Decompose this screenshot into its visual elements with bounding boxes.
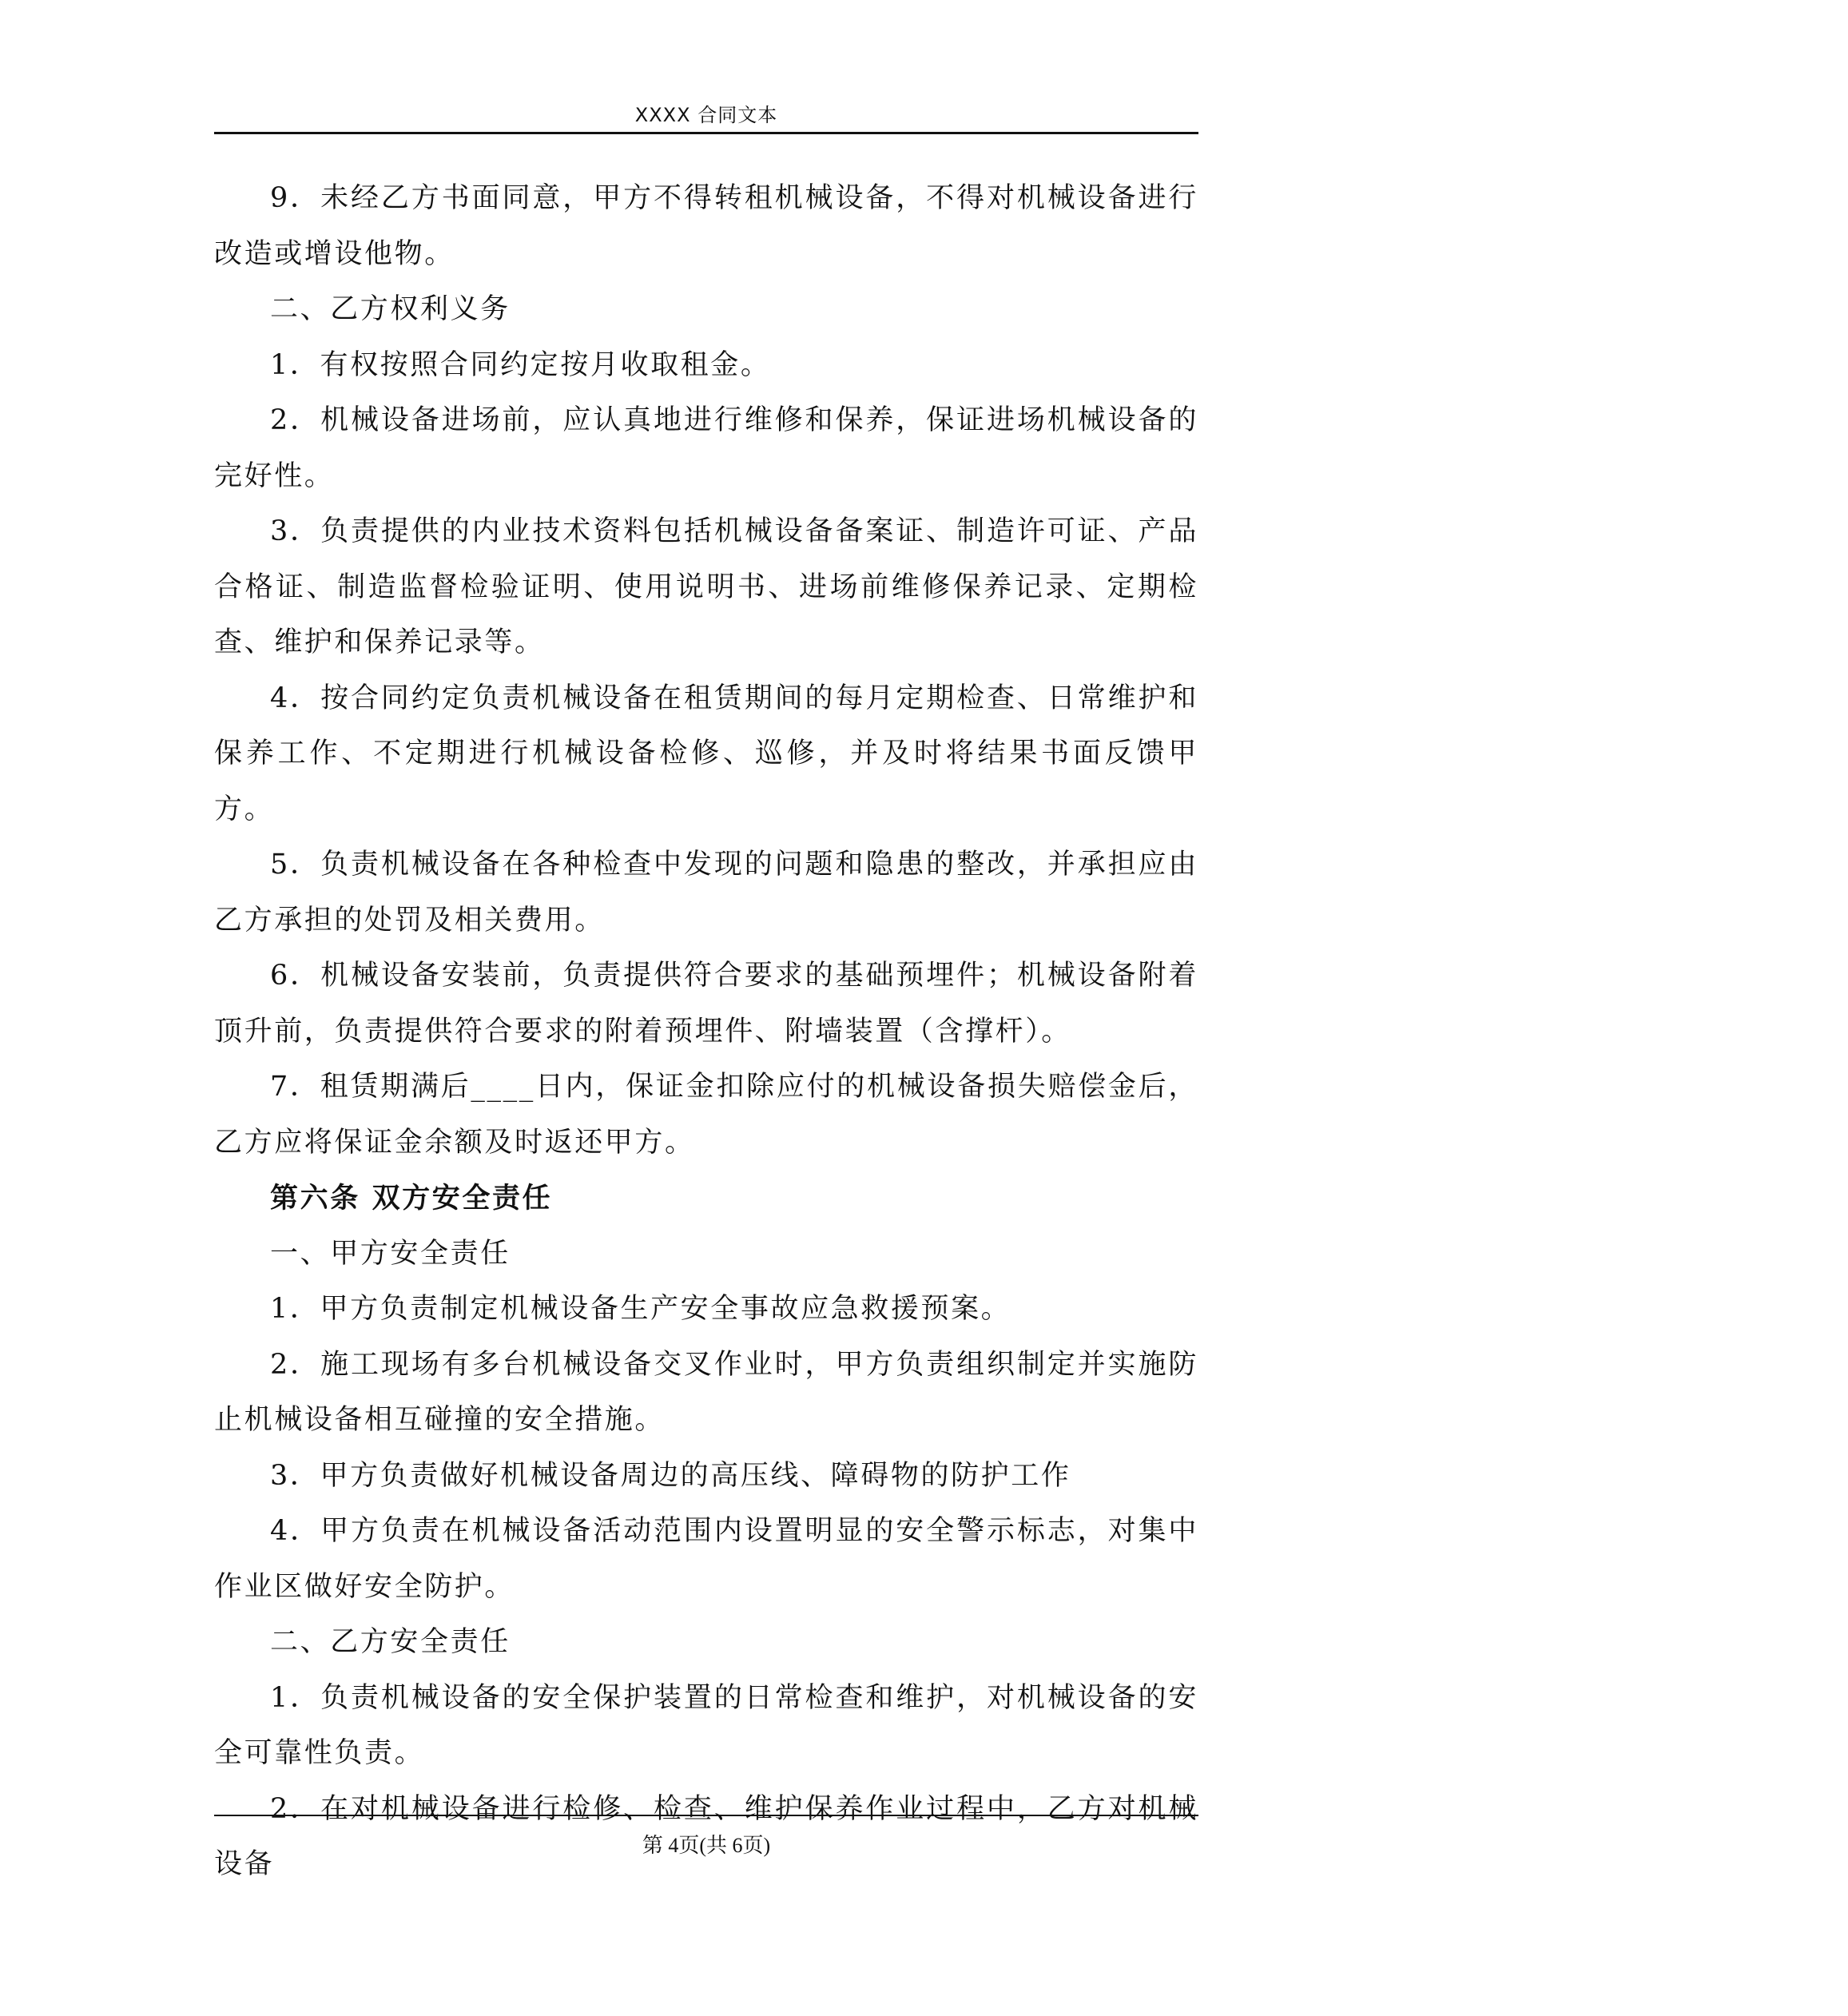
- header-divider: [214, 132, 1198, 134]
- section-heading: 二、乙方权利义务: [270, 293, 511, 325]
- page-number: 第 4页(共 6页): [642, 1834, 771, 1857]
- section-heading: 二、乙方安全责任: [270, 1626, 511, 1658]
- footer-divider: [214, 1815, 1198, 1816]
- paragraph: 2．在对机械设备进行检修、检查、维护保养作业过程中，乙方对机械设备: [214, 1792, 1198, 1880]
- paragraph: 7．租赁期满后____日内，保证金扣除应付的机械设备损失赔偿金后，乙方应将保证金余额及时返还甲方。: [214, 1071, 1198, 1159]
- section-heading: 一、甲方安全责任: [270, 1237, 511, 1270]
- header-title: XXXX 合同文本: [634, 104, 778, 126]
- paragraph: 3．负责提供的内业技术资料包括机械设备备案证、制造许可证、产品合格证、制造监督检验证明、使用说明书、进场前维修保养记录、定期检查、维护和保养记录等。: [214, 515, 1198, 658]
- paragraph: 9．未经乙方书面同意，甲方不得转租机械设备，不得对机械设备进行改造或增设他物。: [214, 182, 1198, 270]
- article-heading: 第六条 双方安全责任: [270, 1182, 553, 1215]
- paragraph: 5．负责机械设备在各种检查中发现的问题和隐患的整改，并承担应由乙方承担的处罚及相关费用。: [214, 849, 1198, 936]
- paragraph: 2．机械设备进场前，应认真地进行维修和保养，保证进场机械设备的完好性。: [214, 404, 1198, 492]
- paragraph: 4．甲方负责在机械设备活动范围内设置明显的安全警示标志，对集中作业区做好安全防护。: [214, 1515, 1198, 1603]
- paragraph: 2．施工现场有多台机械设备交叉作业时，甲方负责组织制定并实施防止机械设备相互碰撞的安全措施。: [214, 1348, 1198, 1436]
- paragraph: 1．甲方负责制定机械设备生产安全事故应急救援预案。: [270, 1293, 1011, 1325]
- paragraph: 1．有权按照合同约定按月收取租金。: [270, 348, 771, 381]
- paragraph: 6．机械设备安装前，负责提供符合要求的基础预埋件；机械设备附着顶升前，负责提供符合要求的附着预埋件、附墙装置（含撑杆）。: [214, 960, 1198, 1048]
- paragraph: 4．按合同约定负责机械设备在租赁期间的每月定期检查、日常维护和保养工作、不定期进行机械设备检修、巡修，并及时将结果书面反馈甲方。: [214, 682, 1198, 825]
- paragraph: 1．负责机械设备的安全保护装置的日常检查和维护，对机械设备的安全可靠性负责。: [214, 1681, 1198, 1769]
- paragraph: 3．甲方负责做好机械设备周边的高压线、障碍物的防护工作: [270, 1459, 1071, 1492]
- contract-body: [214, 171, 1198, 1893]
